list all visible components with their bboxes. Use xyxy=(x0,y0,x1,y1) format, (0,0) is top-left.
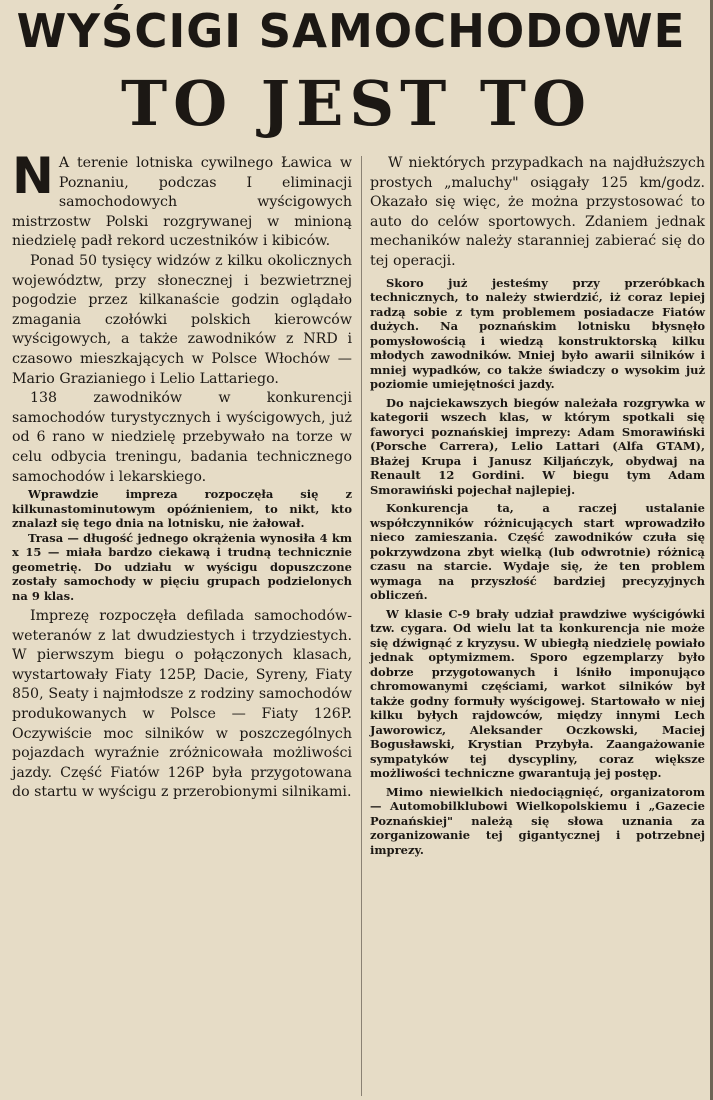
article-paragraph xyxy=(12,252,352,389)
paragraph-text: Ponad 50 tysięcy widzów z kilku okolicznych województw, przy słonecznej i bezwietrznej pogodzie przez kilkanaście godzin oglądało zmagania czołówki polskich kierowców wyścigowych, a także zawodników z NRD i czasowo mieszkających w Polsce Włochów — Mario Grazianiego i Lelio Lattariego. xyxy=(12,252,352,387)
article-paragraph xyxy=(370,396,705,498)
paragraph-text: 138 zawodników w konkurencji samochodów turystycznych i wyścigowych, już od 6 rano w niedzielę przebywało na torze w celu odbycia treningu, badania technicznego samochodów i lekarskiego. xyxy=(12,390,352,485)
article-column-left xyxy=(12,147,352,803)
article-paragraph xyxy=(12,607,352,803)
article-paragraph xyxy=(370,785,705,858)
paragraph-text: Konkurencja ta, a raczej ustalanie współczynników różnicujących start wprowadziło nieco zamieszania. Część zawodników czuła się pokrzywdzona zbyt wielką (lub odwrotnie) różnicą czasu na starcie. Wydaje się, że ten problem wymaga na przyszłość bardziej precyzyjnych obliczeń. xyxy=(370,501,705,603)
headline-line-2: TO JEST TO xyxy=(121,67,592,140)
article-paragraph xyxy=(370,276,705,392)
column-divider xyxy=(361,156,362,1096)
paragraph-text: Trasa — długość jednego okrążenia wynosiła 4 km x 15 — miała bardzo ciekawą i trudną technicznie geometrię. Do udziału w wyścigu dopuszczone zostały samochody w pięciu grupach podzielonych na 9 klas. xyxy=(12,530,352,603)
article-paragraph xyxy=(370,154,705,272)
article-paragraph xyxy=(370,501,705,603)
article-paragraph xyxy=(12,389,352,487)
paragraph-text: W niektórych przypadkach na najdłuższych prostych „maluchy" osiągały 125 km/godz. Okazało się więc, że można przystosować to auto do celów sportowych. Zdaniem jednak mechaników należy staranniej zabierać się do tej operacji. xyxy=(370,155,705,269)
paragraph-text: Do najciekawszych biegów należała rozgrywka w kategorii wszech klas, w którym spotkali się faworyci poznańskiej imprezy: Adam Smorawiński (Porsche Carrera), Lelio Lattari (Alfa GTAM), Błażej Krupa i Janusz Kiljańczyk, obydwaj na Renault 12 Gordini. W biegu tym Adam Smorawiński pojechał najlepiej. xyxy=(370,395,705,497)
headline-line-1: WYŚCIGI SAMOCHODOWE xyxy=(16,4,686,58)
article-paragraph xyxy=(12,531,352,604)
drop-cap: N xyxy=(12,147,54,205)
article-column-right xyxy=(370,154,705,857)
article-paragraph xyxy=(12,147,352,252)
article-paragraph xyxy=(12,487,352,531)
paragraph-text: Imprezę rozpoczęła defilada samochodów-weteranów z lat dwudziestych i trzydziestych. W pierwszym biegu o połączonych klasach, wystartowały Fiaty 125P, Dacie, Syreny, Fiaty 850, Seaty i najmłodsze z rodziny samochodów produkowanych w Polsce — Fiaty 126P. Oczywiście moc silników w poszczególnych pojazdach wyraźnie zróżnicowała możliwości jazdy. Część Fiatów 126P była przygotowana do startu w wyścigu z przerobionymi silnikami. xyxy=(12,608,352,801)
article-paragraph xyxy=(370,607,705,781)
paragraph-text: Skoro już jesteśmy przy przeróbkach technicznych, to należy stwierdzić, iż coraz lepiej radzą sobie z tym problemem posiadacze Fiatów dużych. Na poznańskim lotnisku błysnęło pomysłowością i wiedzą konstruktorską kilku młodych zawodników. Mniej było awarii silników i mniej wypadków, co także świadczy o wysokim już poziomie umiejętności jazdy. xyxy=(370,275,705,392)
paragraph-text: Mimo niewielkich niedociągnięć, organizatorom — Automobilklubowi Wielkopolskiemu i „Gazecie Poznańskiej" należą się słowa uznania za zorganizowanie tej gigantycznej i potrzebnej imprezy. xyxy=(370,784,705,857)
paragraph-text: A terenie lotniska cywilnego Ławica w Poznaniu, podczas I eliminacji samochodowych wyścigowych mistrzostw Polski rozgrywanej w minioną niedzielę padł rekord uczestników i kibiców. xyxy=(12,155,352,250)
paragraph-text: Wprawdzie impreza rozpoczęła się z kilkunastominutowym opóźnieniem, to nikt, kto znalazł się tego dnia na lotnisku, nie żałował. xyxy=(12,487,352,531)
paragraph-text: W klasie C-9 brały udział prawdziwe wyścigówki tzw. cygara. Od wielu lat ta konkurencja nie może się dźwignąć z kryzysu. W ubiegłą niedzielę powiało jednak optymizmem. Sporo egzemplarzy było dobrze przygotowanych i lśniło imponująco chromowanymi częściami, warkot silników był także godny formuły wyścigowej. Startowało w niej kilku byłych rajdowców, między innymi Lech Jaworowicz, Aleksander Oczkowski, Maciej Bogusławski, Krystian Przybyła. Zaangażowanie sympatyków tej dyscypliny, coraz większe możliwości techniczne gwarantują jej postęp. xyxy=(370,606,705,781)
